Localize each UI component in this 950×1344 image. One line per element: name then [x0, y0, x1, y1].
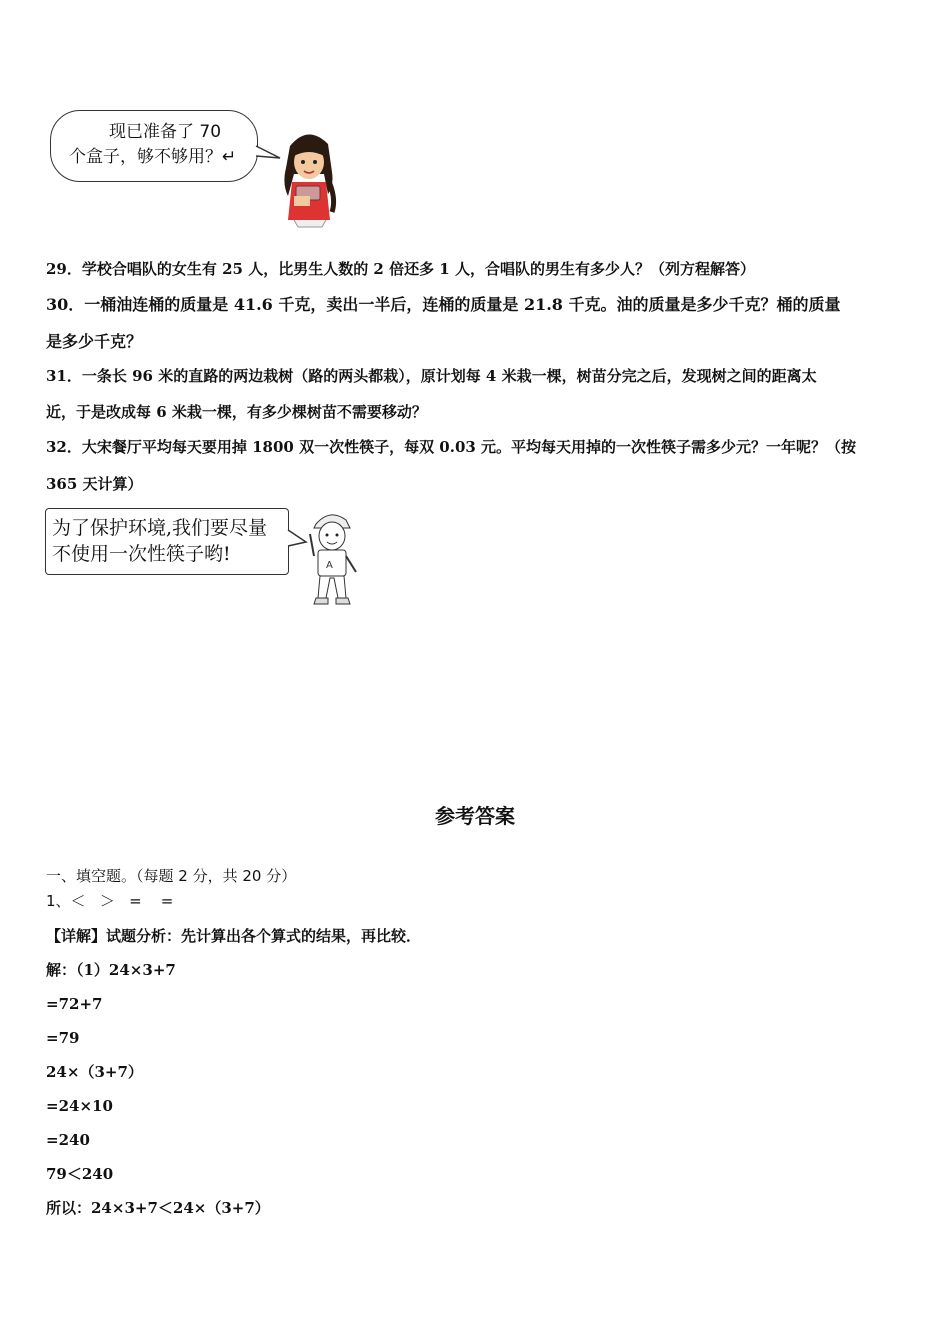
speech-bubble-top — [50, 110, 258, 182]
answer-step: =240 — [46, 1131, 90, 1149]
question-31-line1: 31．一条长 96 米的直路的两边栽树（路的两头都栽），原计划每 4 米栽一棵，树苗分完之后，发现树之间的距离太 — [46, 367, 817, 385]
bubble-bottom-line1: 为了保护环境,我们要尽量 — [52, 517, 268, 539]
question-29: 29．学校合唱队的女生有 25 人，比男生人数的 2 倍还多 1 人，合唱队的男生有多少人？（列方程解答） — [46, 260, 755, 278]
girl-illustration-icon — [272, 124, 344, 228]
question-30-line2: 是多少千克？ — [46, 332, 143, 351]
question-31-line2: 近，于是改成每 6 米栽一棵，有多少棵树苗不需要移动？ — [46, 403, 427, 421]
boy-illustration-icon — [304, 506, 360, 608]
answer-step: =79 — [46, 1029, 80, 1047]
bubble-top-line1: 现已准备了 70 — [109, 122, 222, 142]
svg-text:A: A — [326, 560, 333, 571]
answer-item-1: 1、＜ ＞ = = — [46, 892, 174, 910]
answers-section-heading: 一、填空题。（每题 2 分，共 20 分） — [46, 867, 297, 885]
question-30-line1: 30．一桶油连桶的质量是 41.6 千克，卖出一半后，连桶的质量是 21.8 千克。油的质量是多少千克？桶的质量 — [46, 295, 841, 314]
answer-step: 79＜240 — [46, 1165, 114, 1183]
answer-step: =24×10 — [46, 1097, 113, 1115]
answer-step: 24×（3+7） — [46, 1063, 143, 1081]
question-32-line1: 32．大宋餐厅平均每天要用掉 1800 双一次性筷子，每双 0.03 元。平均每天用掉的一次性筷子需多少元？一年呢？（按 — [46, 438, 857, 456]
answer-step: 所以：24×3+7＜24×（3+7） — [46, 1199, 270, 1217]
answer-detail: 【详解】试题分析：先计算出各个算式的结果，再比较． — [46, 927, 422, 945]
bubble-top-line2: 个盒子，够不够用？↵ — [69, 147, 237, 167]
question-32-line2: 365 天计算） — [46, 475, 143, 493]
answers-title: 参考答案 — [435, 804, 515, 828]
answer-step: 解：（1）24×3+7 — [46, 961, 176, 979]
speech-bubble-bottom — [45, 508, 289, 575]
answer-step: =72+7 — [46, 995, 103, 1013]
bubble-bottom-line2: 不使用一次性筷子哟! — [52, 543, 231, 565]
